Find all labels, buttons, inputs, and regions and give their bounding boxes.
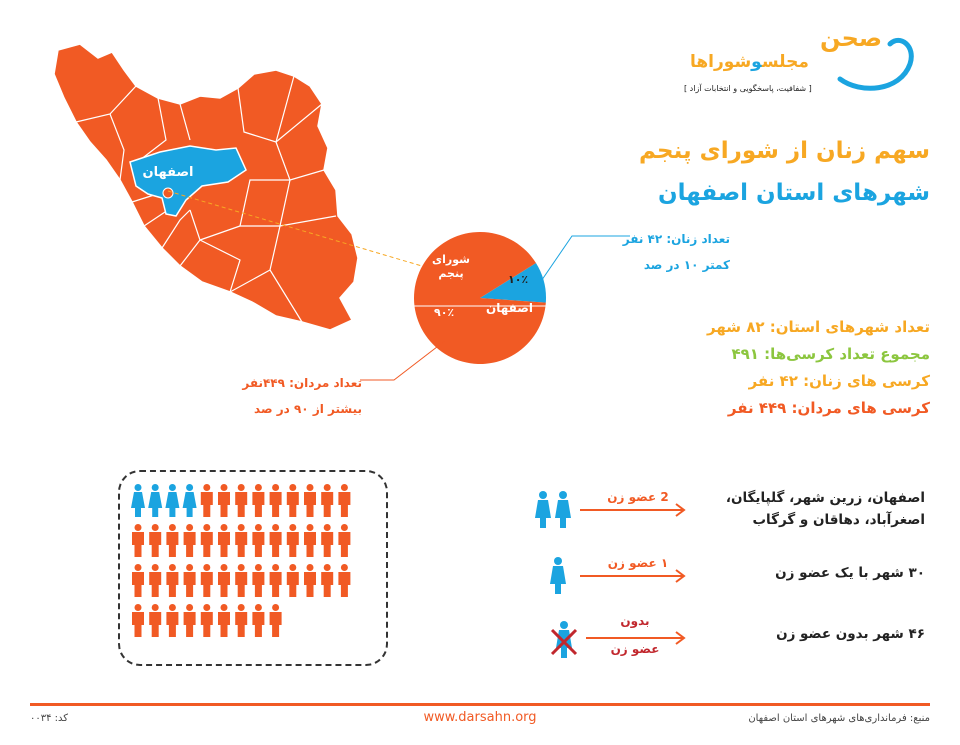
man-figure-icon (184, 524, 196, 557)
legend-text-row-3: ۴۶ شهر بدون عضو زن (776, 626, 925, 642)
map-region-label: اصفهان (142, 165, 194, 180)
title-line-2: شهرهای استان اصفهان (657, 180, 930, 206)
man-figure-icon (201, 524, 213, 557)
man-figure-icon (166, 604, 178, 637)
legend-tag-row-1: 2 عضو زن (607, 490, 669, 504)
man-figure-icon (287, 564, 299, 597)
man-figure-icon (184, 604, 196, 637)
man-figure-icon (252, 604, 264, 637)
footer-divider (30, 703, 930, 706)
women-callout-line2: کمتر ۱۰ در صد (643, 258, 730, 272)
man-figure-icon (201, 604, 213, 637)
man-figure-icon (235, 564, 247, 597)
iran-map (40, 30, 370, 330)
man-figure-icon (252, 564, 264, 597)
man-figure-icon (321, 524, 333, 557)
woman-icon (548, 556, 568, 596)
legend-text-row-1-line2: اصغرآباد، دهاقان و گرگاب (752, 512, 925, 528)
pie-subject-label: اصفهان (486, 301, 534, 315)
man-figure-icon (218, 564, 230, 597)
man-figure-icon (252, 484, 264, 517)
man-figure-icon (270, 484, 282, 517)
man-figure-icon (252, 524, 264, 557)
man-figure-icon (304, 484, 316, 517)
man-figure-icon (218, 524, 230, 557)
man-figure-icon (270, 524, 282, 557)
woman-figure-icon (131, 484, 145, 517)
logo-brand: صحن (820, 24, 883, 52)
footer-source: منبع: فرمانداری‌های شهرهای استان اصفهان (748, 713, 930, 724)
man-figure-icon (338, 524, 350, 557)
man-figure-icon (338, 564, 350, 597)
man-figure-icon (338, 484, 350, 517)
man-figure-icon (304, 524, 316, 557)
man-figure-icon (235, 604, 247, 637)
logo-title (690, 52, 809, 72)
pie-label-men: ۹۰٪ (434, 306, 455, 319)
stat-cities: تعداد شهرهای استان: ۸۲ شهر (706, 318, 930, 336)
woman-figure-icon (148, 484, 162, 517)
man-figure-icon (321, 484, 333, 517)
man-figure-icon (218, 484, 230, 517)
legend-text-row-1-line1: اصفهان، زرین شهر، گلپایگان، (725, 490, 925, 506)
man-figure-icon (321, 564, 333, 597)
man-figure-icon (132, 564, 144, 597)
man-figure-icon (270, 604, 282, 637)
stat-seats-women: کرسی های زنان: ۴۲ نفر (748, 372, 930, 390)
man-figure-icon (201, 564, 213, 597)
man-figure-icon (149, 604, 161, 637)
men-callout-line2: بیشتر از ۹۰ در صد (254, 402, 362, 416)
logo-word-shoraha: شوراها (690, 52, 752, 72)
two-women-icon (532, 490, 576, 530)
stat-seats-men: کرسی های مردان: ۴۴۹ نفر (727, 399, 930, 417)
man-figure-icon (184, 564, 196, 597)
legend-text-row-1 (690, 487, 925, 531)
man-figure-icon (235, 484, 247, 517)
logo-tagline: [ شفافیت، پاسخگویی و انتخابات آزاد ] (684, 84, 812, 93)
man-figure-icon (166, 524, 178, 557)
legend-tag-row-3-bottom: عضو زن (610, 642, 660, 656)
stats-block (600, 314, 930, 422)
legend-text-row-2: ۳۰ شهر با یک عضو زن (775, 565, 925, 581)
logo-word-majles: مجلس (761, 52, 809, 72)
man-figure-icon (218, 604, 230, 637)
man-figure-icon (166, 564, 178, 597)
man-figure-icon (287, 524, 299, 557)
woman-figure-icon (165, 484, 179, 517)
man-figure-icon (149, 564, 161, 597)
man-figure-icon (235, 524, 247, 557)
women-callout-line1: تعداد زنان: ۴۲ نفر (622, 232, 730, 246)
pie-center-title: شورای پنجم (432, 253, 470, 280)
pie-label-women: ۱۰٪ (508, 273, 529, 286)
man-figure-icon (304, 564, 316, 597)
man-figure-icon (287, 484, 299, 517)
logo-word-va: و (751, 52, 762, 72)
woman-figure-icon (183, 484, 197, 517)
man-figure-icon (201, 484, 213, 517)
title-line-1: سهم زنان از شورای پنجم (638, 138, 930, 164)
people-grid (118, 470, 388, 666)
man-figure-icon (132, 604, 144, 637)
legend-tag-row-2: ۱ عضو زن (607, 556, 669, 570)
logo (680, 24, 930, 114)
footer-website[interactable]: www.darsahn.org (423, 710, 537, 725)
legend-tag-row-3-top: بدون (620, 614, 650, 628)
stat-seats-total: مجموع تعداد کرسی‌ها: ۴۹۱ (731, 345, 930, 363)
crossed-woman-icon (546, 620, 582, 660)
man-figure-icon (132, 524, 144, 557)
footer-code: کد: ۰۰۳۴ (30, 713, 69, 724)
man-figure-icon (270, 564, 282, 597)
man-figure-icon (149, 524, 161, 557)
men-callout (222, 370, 362, 422)
men-callout-line1: تعداد مردان: ۴۴۹نفر (242, 376, 362, 390)
women-callout (590, 226, 730, 278)
